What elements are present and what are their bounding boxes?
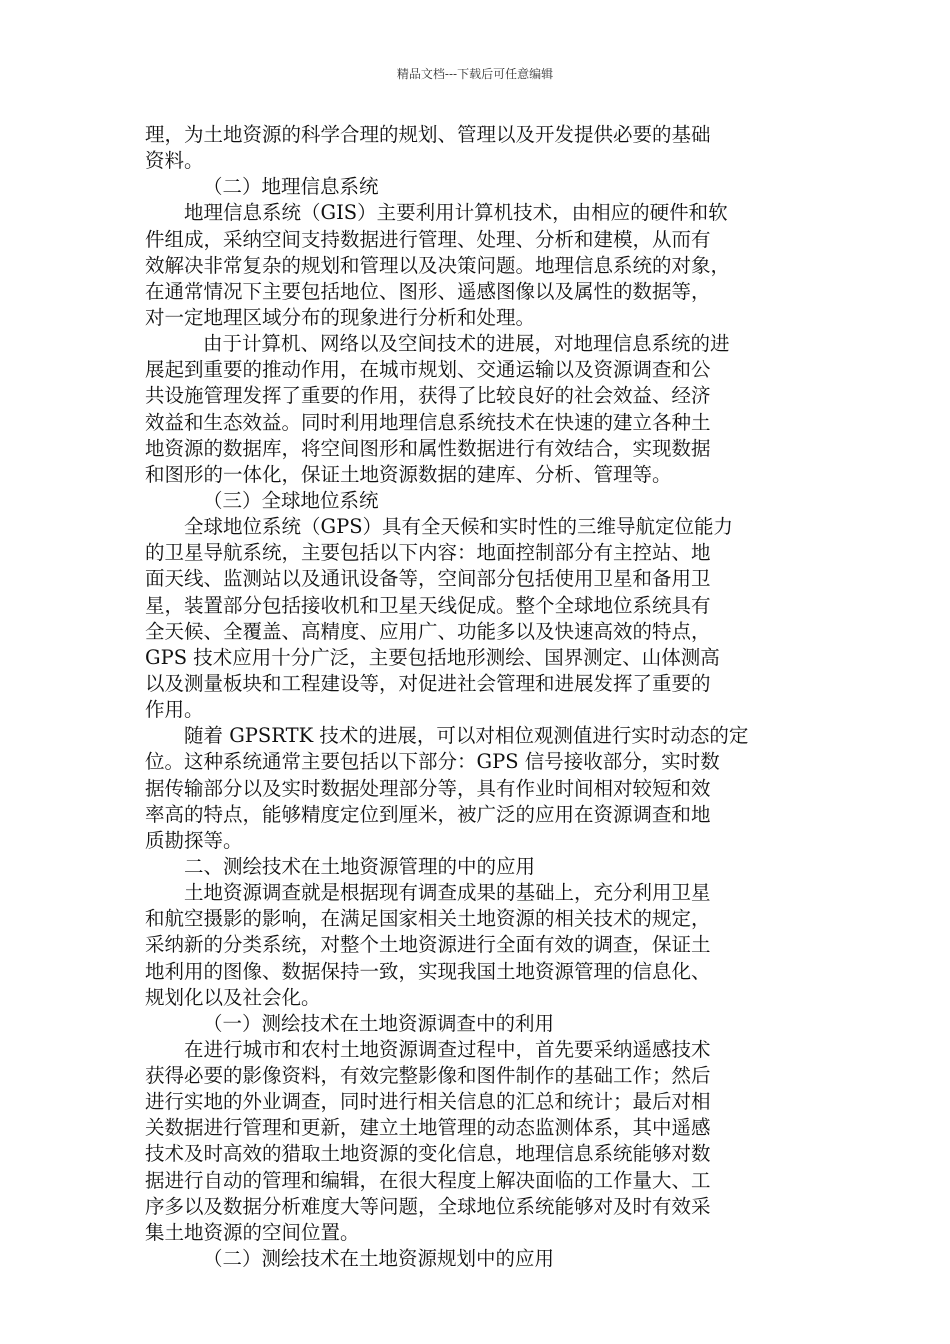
text-line: 规划化以及社会化。 — [145, 985, 321, 1009]
text-line: 以及测量板块和工程建设等，对促进社会管理和进展发挥了重要的 — [145, 671, 711, 695]
text-line: 作用。 — [145, 698, 204, 722]
text-line: 由于计算机、网络以及空间技术的进展，对地理信息系统的进 — [203, 332, 730, 356]
text-line: 技术及时高效的猎取土地资源的变化信息，地理信息系统能够对数 — [145, 1142, 711, 1166]
text-line: 效益和生态效益。同时利用地理信息系统技术在快速的建立各种土 — [145, 410, 711, 434]
text-line: 获得必要的影像资料，有效完整影像和图件制作的基础工作；然后 — [145, 1064, 711, 1088]
text-line: 土地资源调查就是根据现有调查成果的基础上，充分利用卫星 — [184, 881, 711, 905]
page-header: 精品文档---下载后可任意编辑 — [396, 67, 554, 81]
text-line: 和航空摄影的影响，在满足国家相关土地资源的相关技术的规定， — [145, 907, 711, 931]
text-line: 质勘探等。 — [145, 828, 243, 852]
text-line: 进行实地的外业调查，同时进行相关信息的汇总和统计；最后对相 — [145, 1090, 711, 1114]
text-line: 地利用的图像、数据保持一致，实现我国土地资源管理的信息化、 — [145, 959, 711, 983]
text-line: 理，为土地资源的科学合理的规划、管理以及开发提供必要的基础 — [145, 123, 711, 146]
text-line: 序多以及数据分析难度大等问题，全球地位系统能够对及时有效采 — [145, 1194, 711, 1218]
text-line: 全球地位系统（GPS）具有全天候和实时性的三维导航定位能力 — [184, 515, 734, 539]
text-line: 集土地资源的空间位置。 — [145, 1220, 360, 1244]
text-line: 据进行自动的管理和编辑，在很大程度上解决面临的工作量大、工 — [145, 1168, 711, 1192]
text-line: 随着 GPSRTK 技术的进展，可以对相位观测值进行实时动态的定 — [184, 724, 749, 748]
text-line: （三）全球地位系统 — [203, 488, 379, 512]
text-line: 效解决非常复杂的规划和管理以及决策问题。地理信息系统的对象， — [145, 253, 731, 277]
document-body — [145, 122, 807, 1272]
text-line: （二）测绘技术在土地资源规划中的应用 — [203, 1247, 555, 1271]
text-line: （一）测绘技术在土地资源调查中的利用 — [203, 1011, 555, 1035]
text-line: 地资源的数据库，将空间图形和属性数据进行有效结合，实现数据 — [145, 436, 711, 460]
text-line: 据传输部分以及实时数据处理部分等，具有作业时间相对较短和效 — [145, 776, 711, 800]
text-line: （二）地理信息系统 — [203, 175, 379, 199]
text-line: 地理信息系统（GIS）主要利用计算机技术，由相应的硬件和软 — [184, 201, 728, 225]
text-line: 位。这种系统通常主要包括以下部分：GPS 信号接收部分，实时数 — [145, 750, 720, 774]
text-line: 展起到重要的推动作用，在城市规划、交通运输以及资源调查和公 — [145, 358, 711, 382]
text-line: 件组成，采纳空间支持数据进行管理、处理、分析和建模，从而有 — [145, 227, 711, 251]
text-line: 资料。 — [145, 149, 204, 173]
text-line: 星，装置部分包括接收机和卫星天线促成。整个全球地位系统具有 — [145, 593, 711, 617]
text-line: GPS 技术应用十分广泛，主要包括地形测绘、国界测定、山体测高 — [145, 645, 720, 669]
text-line: 和图形的一体化，保证土地资源数据的建库、分析、管理等。 — [145, 462, 672, 486]
text-line: 在进行城市和农村土地资源调查过程中，首先要采纳遥感技术 — [184, 1037, 711, 1061]
text-line: 关数据进行管理和更新，建立土地管理的动态监测体系，其中遥感 — [145, 1116, 711, 1140]
text-line: 率高的特点，能够精度定位到厘米，被广泛的应用在资源调查和地 — [145, 802, 711, 826]
text-line: 二、测绘技术在土地资源管理的中的应用 — [184, 854, 536, 878]
text-line: 共设施管理发挥了重要的作用，获得了比较良好的社会效益、经济 — [145, 384, 711, 408]
text-line: 的卫星导航系统，主要包括以下内容：地面控制部分有主控站、地 — [145, 541, 711, 565]
text-line: 全天候、全覆盖、高精度、应用广、功能多以及快速高效的特点， — [145, 619, 711, 643]
text-line: 面天线、监测站以及通讯设备等，空间部分包括使用卫星和备用卫 — [145, 567, 711, 591]
text-line: 对一定地理区域分布的现象进行分析和处理。 — [145, 305, 536, 329]
text-line: 在通常情况下主要包括地位、图形、遥感图像以及属性的数据等， — [145, 279, 711, 303]
text-line: 采纳新的分类系统，对整个土地资源进行全面有效的调查，保证土 — [145, 933, 711, 957]
